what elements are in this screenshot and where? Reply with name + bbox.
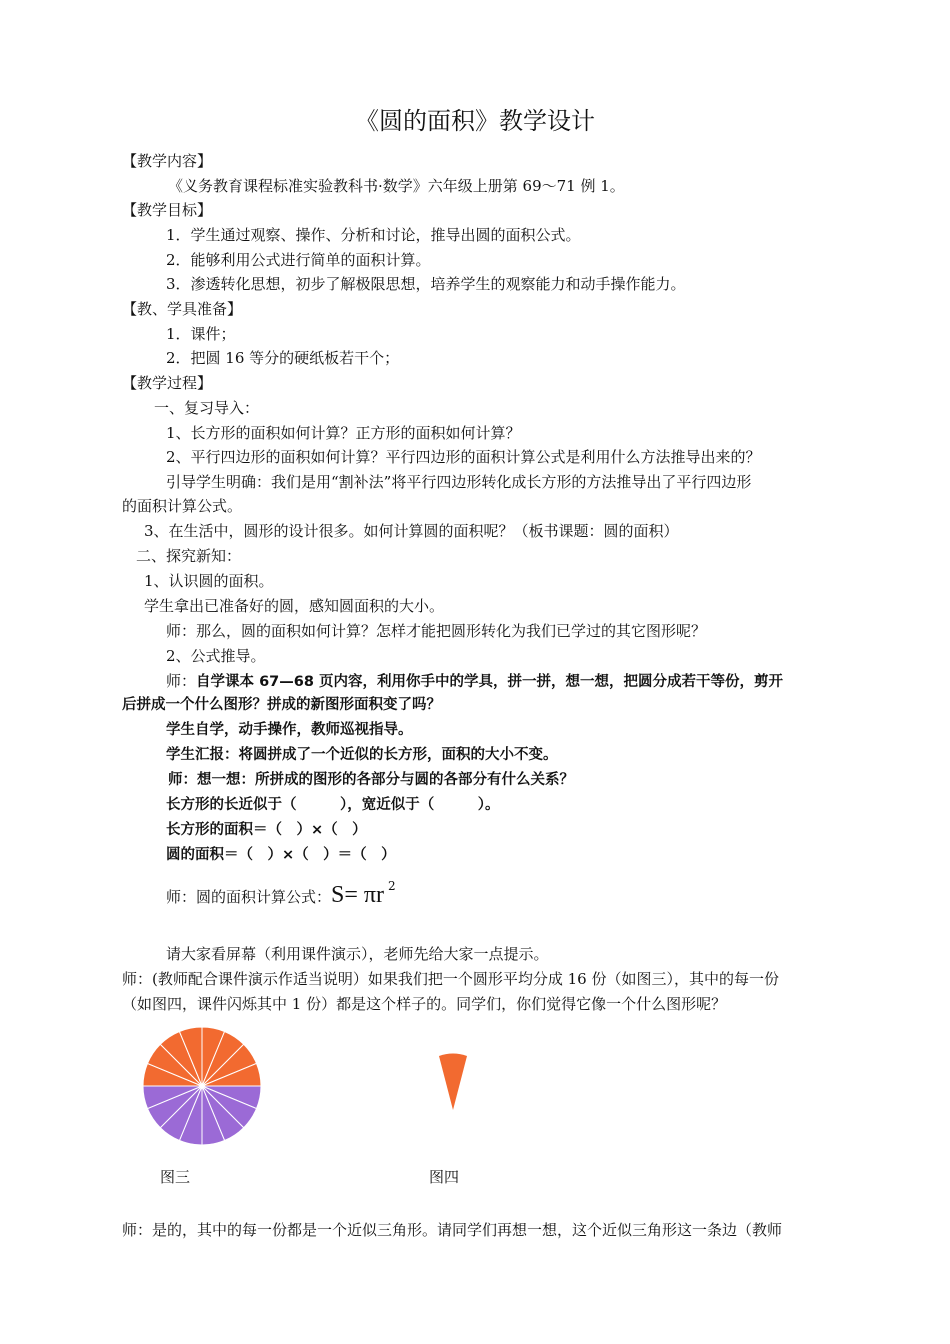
content-text: 《义务教育课程标准实验教科书·数学》六年级上册第 69～71 例 1。 (168, 177, 625, 195)
figure-4-caption: 图四 (429, 1168, 460, 1186)
formula-exponent: 2 (388, 879, 396, 893)
circle-16-sectors-figure (140, 1024, 264, 1148)
goal-1: 1．学生通过观察、操作、分析和讨论，推导出圆的面积公式。 (166, 226, 581, 244)
explore-2a (166, 671, 783, 692)
demo-line-b: （如图四，课件闪烁其中 1 份）都是这个样子的。同学们，你们觉得它像一个什么图形呢？ (122, 995, 727, 1013)
bold-line-2: 学生汇报：将圆拼成了一个近似的长方形，面积的大小不变。 (166, 747, 558, 763)
review-guide-a: 引导学生明确：我们是用“割补法”将平行四边形转化成长方形的方法推导出了平行四边形 (166, 473, 752, 491)
heading-teaching-goals: 【教学目标】 (122, 201, 213, 219)
screen-hint: 请大家看屏幕（利用课件演示），老师先给大家一点提示。 (166, 945, 549, 963)
explore-1b: 师：那么，圆的面积如何计算？怎样才能把圆形转化为我们已学过的其它图形呢？ (166, 622, 707, 640)
formula-label: 师：圆的面积计算公式： (166, 888, 332, 906)
bold-line-6: 圆的面积＝（ ）×（ ）＝（ ） (166, 847, 396, 863)
heading-teaching-content: 【教学内容】 (122, 152, 213, 170)
single-sector-figure (437, 1052, 469, 1114)
goal-3: 3．渗透转化思想，初步了解极限思想，培养学生的观察能力和动手操作能力。 (166, 275, 686, 293)
section-explore: 二、探究新知： (136, 547, 242, 565)
review-3: 3、在生活中，圆形的设计很多。如何计算圆的面积呢？（板书课题：圆的面积） (144, 522, 679, 540)
bold-line-5: 长方形的面积＝（ ）×（ ） (166, 822, 367, 838)
review-guide-b: 的面积计算公式。 (122, 497, 243, 515)
circle-sectors (143, 1027, 261, 1145)
explore-2b: 后拼成一个什么图形？拼成的新图形面积变了吗？ (122, 697, 441, 713)
bold-line-3: 师：想一想：所拼成的图形的各部分与圆的各部分有什么关系？ (168, 772, 574, 788)
sector-wedge (439, 1054, 467, 1111)
heading-preparation: 【教、学具准备】 (122, 300, 243, 318)
prep-1: 1．课件； (166, 325, 236, 343)
document-title: 《圆的面积》教学设计 (355, 107, 595, 135)
demo-line-a: 师：(教师配合课件演示作适当说明）如果我们把一个圆形平均分成 16 份（如图三），其中的每一份 (122, 970, 779, 988)
heading-process: 【教学过程】 (122, 374, 213, 392)
explore-2a-bold: 自学课本 67—68 页内容，利用你手中的学具，拼一拼，想一想，把圆分成若干等份，剪开 (196, 674, 783, 690)
review-1: 1、长方形的面积如何计算？正方形的面积如何计算？ (166, 424, 521, 442)
goal-2: 2．能够利用公式进行简单的面积计算。 (166, 251, 431, 269)
bold-line-4: 长方形的长近似于（ ），宽近似于（ ）。 (166, 797, 500, 813)
section-review: 一、复习导入： (154, 399, 260, 417)
explore-1a: 学生拿出已准备好的圆，感知圆面积的大小。 (144, 597, 445, 615)
figure-3-caption: 图三 (160, 1168, 191, 1186)
explore-1: 1、认识圆的面积。 (144, 572, 274, 590)
review-2: 2、平行四边形的面积如何计算？平行四边形的面积计算公式是利用什么方法推导出来的？ (166, 448, 761, 466)
last-line: 师：是的，其中的每一份都是一个近似三角形。请同学们再想一想，这个近似三角形这一条边（教师 (122, 1221, 783, 1239)
teacher-prefix: 师： (166, 672, 197, 690)
explore-2: 2、公式推导。 (166, 647, 266, 665)
formula-line (166, 880, 396, 913)
bold-line-1: 学生自学，动手操作，教师巡视指导。 (166, 722, 413, 738)
prep-2: 2．把圆 16 等分的硬纸板若干个； (166, 349, 400, 367)
circle-area-formula: S= πr (331, 882, 385, 908)
